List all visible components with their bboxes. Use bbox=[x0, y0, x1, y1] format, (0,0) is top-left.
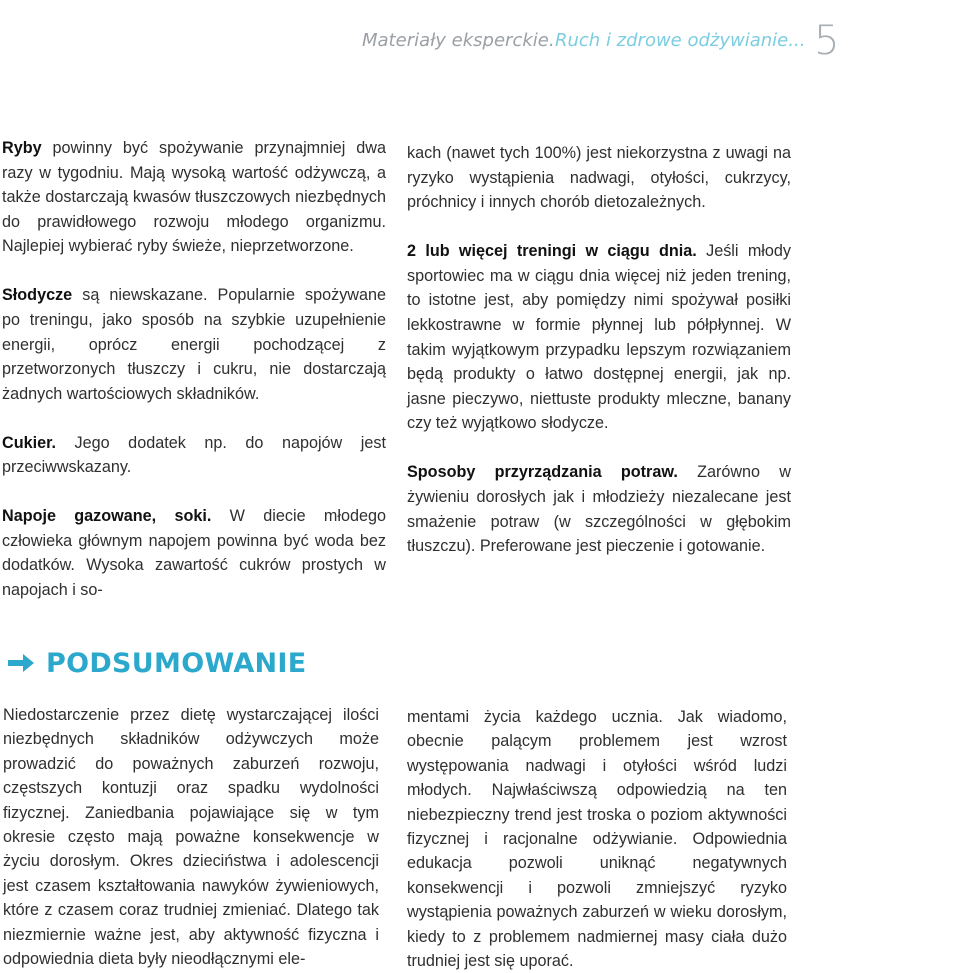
arrow-right-icon bbox=[6, 652, 36, 674]
paragraph-soki-continued bbox=[407, 141, 791, 215]
paragraph-body: powinny być spożywanie przynajmniej dwa razy w tygodniu. Mają wysoką wartość odżywczą, a także dostarczają kwasów tłuszczowych niezbędnych do prawidłowego rozwoju młodego organizmu. Najlepiej wybierać ryby świeże, nieprzetworzone. bbox=[2, 139, 386, 256]
summary-left-column bbox=[3, 703, 379, 971]
left-column bbox=[2, 136, 386, 627]
paragraph-lead: Cukier. bbox=[2, 433, 56, 452]
paragraph-lead: 2 lub więcej treningi w ciągu dnia. bbox=[407, 242, 697, 261]
right-column bbox=[407, 141, 791, 583]
paragraph-przyrzadzanie bbox=[407, 460, 791, 558]
paragraph-body: są niewskazane. Popularnie spożywane po treningu, jako sposób na szybkie uzupełnienie energii, oprócz energii pochodzącej z przetworzonych tłuszczy i cukru, nie dostarczają żadnych wartościowych składników. bbox=[2, 286, 386, 403]
page-header bbox=[0, 18, 960, 64]
summary-paragraph: Niedostarczenie przez dietę wystarczającej ilości niezbędnych składników odżywczych może prowadzić do poważnych zaburzeń rozwoju, częstszych kontuzji oraz spadku wydolności fizycznej. Zaniedbania pojawiające się w tym okresie często mają poważne konsekwencje w życiu dorosłym. Okres dzieciństwa i adolescencji jest czasem kształtowania nawyków żywieniowych, które z czasem coraz trudniej zmieniać. Dlatego tak niezmiernie ważne jest, aby aktywność fizyczna i odpowiednia dieta były nieodłącznymi ele- bbox=[3, 706, 379, 969]
paragraph-treningi bbox=[407, 239, 791, 436]
paragraph-cukier bbox=[2, 431, 386, 480]
header-breadcrumb-topic: Ruch i zdrowe odżywianie... bbox=[555, 30, 806, 51]
paragraph-slodycze bbox=[2, 283, 386, 406]
paragraph-ryby bbox=[2, 136, 386, 259]
summary-paragraph: mentami życia każdego ucznia. Jak wiadomo, obecnie palącym problemem jest wzrost występowania nadwagi i otyłości wśród ludzi młodych. Najwłaściwszą odpowiedzią na ten niebezpieczny trend jest troska o poziom aktywności fizycznej i racjonalne odżywianie. Odpowiednia edukacja pozwoli uniknąć negatywnych konsekwencji i pozwoli zmniejszyć ryzyko wystąpienia poważnych zaburzeń w wieku dorosłym, kiedy to z problemem nadmiernej masy ciała dużo trudniej jest się uporać. bbox=[407, 708, 787, 971]
paragraph-body: W diecie młodego człowieka głównym napojem powinna być woda bez dodatków. Wysoka zawartość cukrów prostych w napojach i so- bbox=[2, 507, 386, 600]
paragraph-lead: Napoje gazowane, soki. bbox=[2, 507, 212, 526]
header-breadcrumb-section: Materiały eksperckie. bbox=[362, 30, 555, 51]
page-number: 5 bbox=[814, 18, 840, 64]
paragraph-body: Jeśli młody sportowiec ma w ciągu dnia więcej niż jeden trening, to istotne jest, aby pomiędzy nimi spożywał posiłki lekkostrawne w formie płynnej lub półpłynnej. W takim wyjątkowym przypadku lepszym rozwiązaniem będą produkty o łatwo dostępnej energii, jak np. jasne pieczywo, niettuste produkty mleczne, banany czy też wyjątkowo słodycze. bbox=[407, 242, 791, 433]
paragraph-lead: Ryby bbox=[2, 139, 42, 157]
paragraph-napoje bbox=[2, 504, 386, 602]
paragraph-body: Zarówno w żywieniu dorosłych jak i młodzieży niezalecane jest smażenie potraw (w szczególności w głębokim tłuszczu). Preferowane jest pieczenie i gotowanie. bbox=[407, 463, 791, 556]
paragraph-body: kach (nawet tych 100%) jest niekorzystna z uwagi na ryzyko wystąpienia nadwagi, otyłości, cukrzycy, próchnicy i innych chorób dietozależnych. bbox=[407, 144, 791, 212]
summary-title: PODSUMOWANIE bbox=[46, 647, 307, 679]
summary-heading bbox=[6, 645, 307, 681]
paragraph-body: Jego dodatek np. do napojów jest przeciwwskazany. bbox=[2, 433, 386, 477]
summary-right-column bbox=[407, 705, 787, 973]
paragraph-lead: Słodycze bbox=[2, 286, 73, 305]
paragraph-lead: Sposoby przyrządzania potraw. bbox=[407, 463, 678, 482]
